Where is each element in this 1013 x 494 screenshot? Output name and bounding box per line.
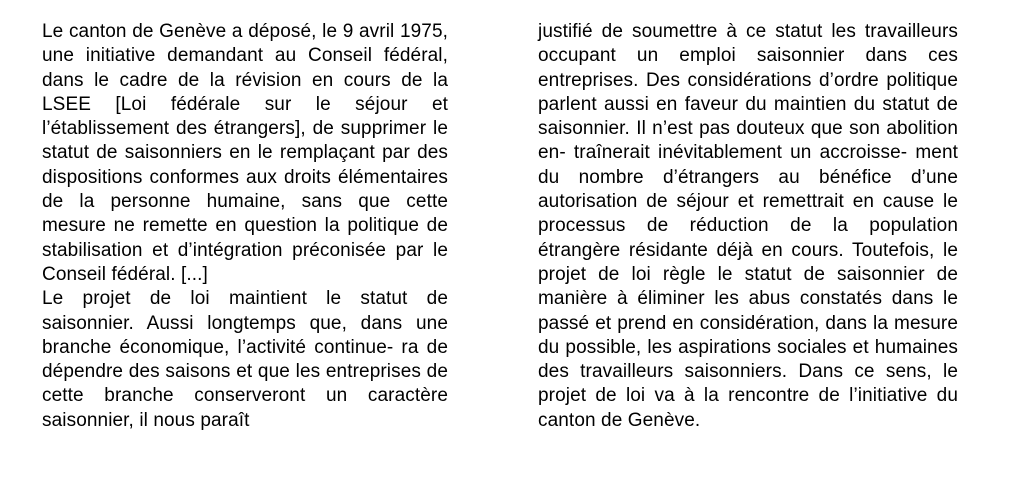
paragraph-justifie-continuation: justifié de soumettre à ce statut les travailleurs occupant un emploi saisonnier dans ces entreprises. Des considérations d’ordre politique parlent aussi en faveur du maintien du statut de saisonnier. Il n’est pas douteux que son abolition en- traînerait inévitablement un accroisse- ment du nombre d’étrangers au bénéfice d’une autorisation de séjour et remettrait en cause le processus de réduction de la population étrangère résidante déjà en cours. Toutefois, le projet de loi règle le statut de saisonnier de manière à éliminer les abus constatés dans le passé et prend en considération, dans la mesure du possible, les aspirations sociales et humaines des travailleurs saisonniers. Dans ce sens, le projet de loi va à la rencontre de l’initiative du canton de Genève.	[538, 21, 958, 431]
text-column-right	[538, 20, 958, 433]
paragraph-projet-de-loi: Le projet de loi maintient le statut de saisonnier. Aussi longtemps que, dans une branche économique, l’activité continue- ra de dépendre des saisons et que les entreprises de cette branche conserveront un caractère saisonnier, il nous paraît	[42, 288, 448, 431]
text-column-left	[42, 20, 448, 433]
paragraph-initiative-geneve: Le canton de Genève a déposé, le 9 avril 1975, une initiative demandant au Conseil fédéral, dans le cadre de la révision en cours de la LSEE [Loi fédérale sur le séjour et l’établissement des étrangers], de supprimer le statut de saisonniers en le remplaçant par des dispositions conformes aux droits élémentaires de la personne humaine, sans que cette mesure ne remette en question la politique de stabilisation et d’intégration préconisée par le Conseil fédéral. [...]	[42, 21, 448, 285]
